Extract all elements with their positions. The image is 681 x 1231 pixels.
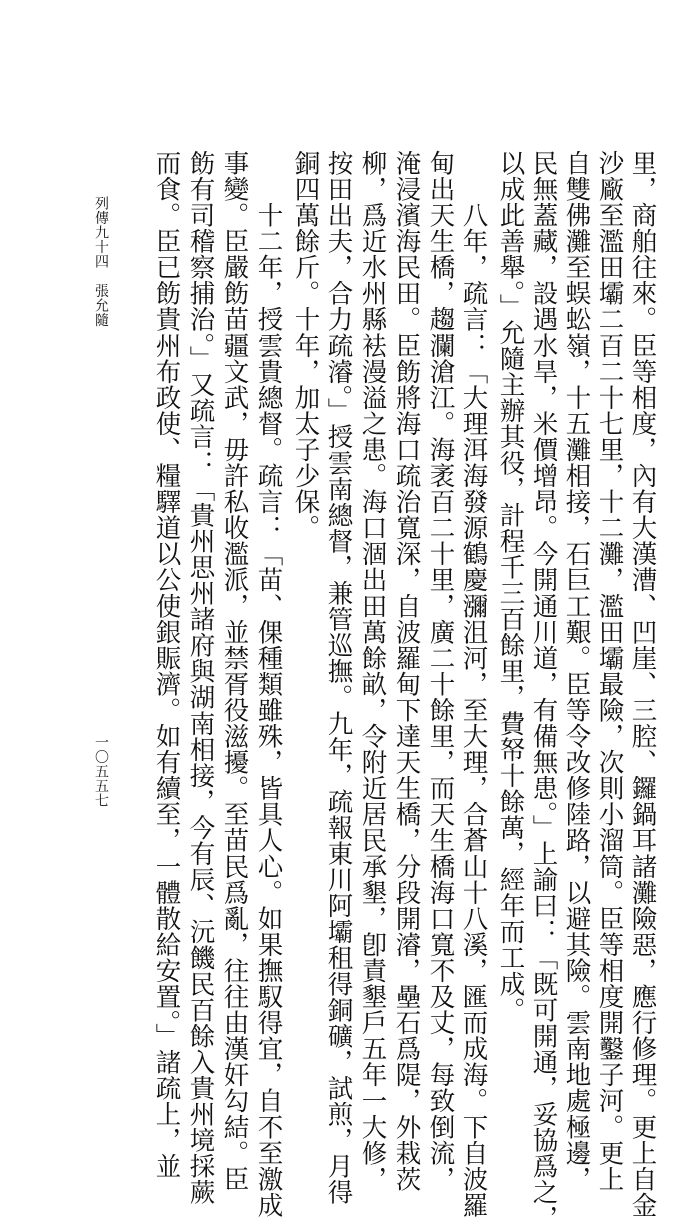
text-column-6: 八年，疏言：「大理洱海發源鶴慶瀰沮河，至大理，合蒼山十八溪，匯而成海。下自波羅 <box>458 150 489 1219</box>
text-column-7: 甸出天生橋，趨瀾滄江。海袤百二十里，廣二十餘里，而天生橋海口寬不及丈，每致倒流， <box>425 150 456 1192</box>
text-column-5: 以成此善舉。」允隨主辦其役，計程千三百餘里，費帑十餘萬，經年而工成。 <box>495 150 526 1023</box>
text-column-9: 柳，爲近水州縣袪漫溢之患。海口涸出田萬餘畝，令附近居民承墾，卽責墾戶五年一大修， <box>357 150 388 1192</box>
text-column-12: 十二年，授雲貴總督。疏言：「苗、倮種類雖殊，皆具人心。如果撫馭得宜，自不至激成 <box>253 150 284 1219</box>
text-column-2: 沙廠至濫田壩二百二十七里，十二灘，濫田壩最險，次則小溜筒。臣等相度開鑿子河。更上 <box>594 150 625 1192</box>
text-column-1: 里，商舶往來。臣等相度，內有大漢漕、凹崖、三腔、鑼鍋耳諸灘險惡，應行修理。更上自金 <box>627 150 658 1219</box>
page-number: 一〇五五七 <box>93 735 109 808</box>
text-column-8: 淹浸濱海民田。臣飭將海口疏治寬深，自波羅甸下達天生橋，分段開濬，壘石爲隄，外栽茨 <box>391 150 422 1192</box>
text-column-4: 民無蓋藏，設遇水旱，米價增昂。今開通川道，有備無患。」上諭曰：「既可開通，妥協爲之， <box>528 150 559 1231</box>
text-column-14: 飭有司稽察捕治。」又疏言：「貴州思州諸府與湖南相接，今有辰、沅饑民百餘入貴州境採蕨 <box>185 150 216 1206</box>
text-column-11: 銅四萬餘斤。十年，加太子少保。 <box>290 150 321 541</box>
text-column-10: 按田出夫，合力疏濬。」授雲南總督，兼管巡撫。九年，疏報東川阿壩租得銅礦，試煎，月得 <box>323 150 354 1206</box>
text-column-13: 事變。臣嚴飭苗疆文武，毋許私收濫派，並禁胥役滋擾。至苗民爲亂，往往由漢奸勾結。臣 <box>219 150 250 1192</box>
text-column-15: 而食。臣已飭貴州布政使、糧驛道以公使銀賑濟。如有續至，一體散給安置。」諸疏上，並 <box>151 150 182 1180</box>
running-head: 列傳九十四 張允隨 <box>93 196 109 328</box>
text-column-3: 自雙佛灘至蜈蚣嶺，十五灘相接，石巨工艱。臣等令改修陸路，以避其險。雲南地處極邊， <box>561 150 592 1192</box>
